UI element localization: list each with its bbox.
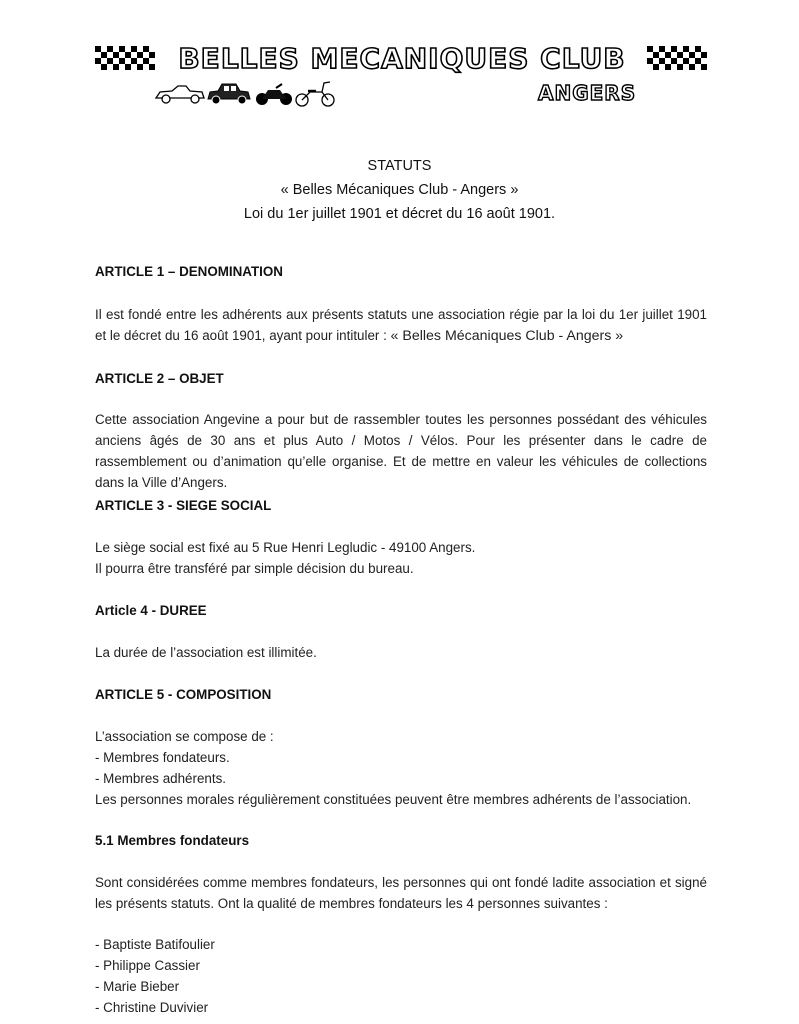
vintage-vehicles-icon [152, 78, 338, 110]
list-item: - Membres fondateurs. [95, 750, 230, 765]
article-3-line-1: Le siège social est fixé au 5 Rue Henri Legludic - 49100 Angers. [95, 540, 476, 555]
article-2-heading: ARTICLE 2 – OBJET [95, 371, 224, 386]
scooter-icon [296, 82, 334, 106]
checkered-flag-left-icon [95, 46, 155, 72]
association-name: « Belles Mécaniques Club - Angers » [280, 182, 519, 198]
article-5-intro: L’association se compose de : [95, 729, 274, 744]
member-list-item: - Baptiste Batifoulier [95, 937, 215, 952]
member-list-item: - Philippe Cassier [95, 958, 200, 973]
article-2-text: Cette association Angevine a pour but de rassembler toutes les personnes possédant des véhicules anciens âgés de 30 ans et plus Auto / Motos / Vélos. Pour les présenter dans le cadre de rassemblement ou d’animation qu’elle organise. Et de mettre en valeur les véhicules de collections dans la Ville d’Angers. [95, 412, 707, 490]
article-1-association-name: « Belles Mécaniques Club - Angers » [390, 328, 624, 344]
motorcycle-icon [256, 84, 292, 105]
list-item: - Membres adhérents. [95, 771, 226, 786]
convertible-car-icon [156, 86, 204, 103]
article-1-text [95, 304, 707, 347]
legal-reference: Loi du 1er juillet 1901 et décret du 16 août 1901. [243, 206, 556, 222]
section-5-1-heading: 5.1 Membres fondateurs [95, 833, 250, 848]
section-5-1-text: Sont considérées comme membres fondateurs, les personnes qui ont fondé ladite association et signé les présents statuts. Ont la qualité de membres fondateurs les 4 personnes suivantes : [95, 875, 707, 911]
article-4-heading: Article 4 - DUREE [95, 603, 207, 618]
checkered-flag-right-icon [647, 46, 707, 72]
article-1-body: Il est fondé entre les adhérents aux présents statuts une association régie par la loi du 1er juillet 1901 et le décret du 16 août 1901, ayant pour intituler : [95, 307, 707, 343]
article-1-heading: ARTICLE 1 – DENOMINATION [95, 264, 283, 279]
club-logo-city: ANGERS [538, 81, 637, 105]
article-3-line-2: Il pourra être transféré par simple décision du bureau. [95, 561, 414, 576]
club-logo-title: BELLES MECANIQUES CLUB [178, 42, 626, 75]
article-5-text: Les personnes morales régulièrement constituées peuvent être membres adhérents de l’association. [95, 792, 692, 807]
article-4-text: La durée de l’association est illimitée. [95, 645, 317, 660]
article-5-heading: ARTICLE 5 - COMPOSITION [95, 687, 272, 702]
sedan-car-icon [208, 84, 250, 104]
document-title: STATUTS [367, 158, 432, 174]
member-list-item: - Christine Duvivier [95, 1000, 209, 1015]
club-logo-banner [95, 42, 707, 76]
article-3-heading: ARTICLE 3 - SIEGE SOCIAL [95, 498, 272, 513]
statutes-title-block [0, 154, 799, 226]
member-list-item: - Marie Bieber [95, 979, 180, 994]
